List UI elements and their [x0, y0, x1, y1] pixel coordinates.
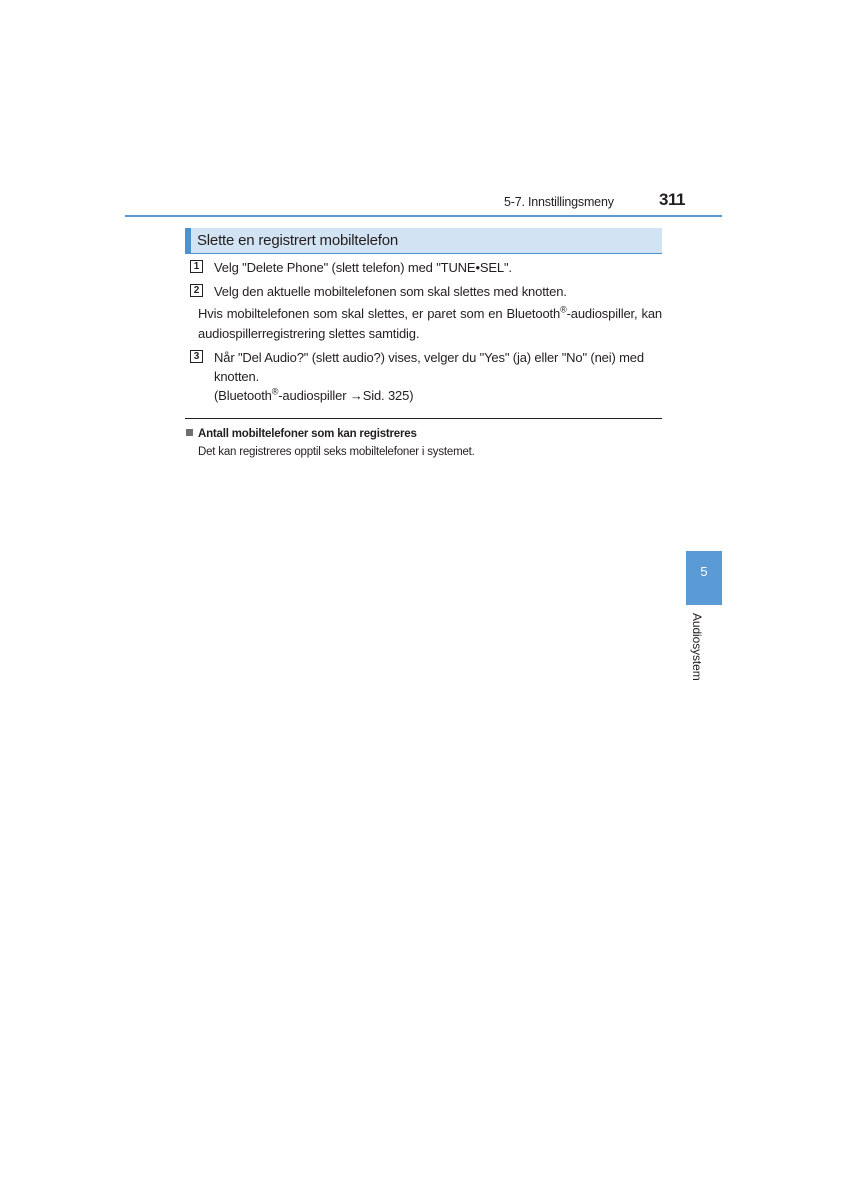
chapter-label: Audiosystem [690, 613, 704, 681]
ref-text-before: (Bluetooth [214, 388, 272, 403]
step-3-reference [214, 386, 662, 405]
section-heading-bar [185, 228, 662, 254]
info-heading [186, 428, 417, 440]
step-number-1: 1 [190, 260, 203, 273]
chapter-tab[interactable] [686, 551, 722, 605]
info-body: Det kan registreres opptil seks mobiltelefoner i systemet. [198, 446, 475, 458]
ref-link[interactable]: -audiospiller →Sid. 325) [278, 388, 414, 403]
chapter-number: 5 [700, 564, 708, 579]
section-title: Slette en registrert mobiltelefon [197, 232, 399, 249]
note-text-before: Hvis mobiltelefonen som skal slettes, er paret som en Bluetooth [198, 306, 561, 321]
step-number-3: 3 [190, 350, 203, 363]
step-text-3 [214, 348, 662, 405]
section-accent-bar [185, 228, 191, 253]
step-3-main: Når "Del Audio?" (slett audio?) vises, velger du "Yes" (ja) eller "No" (nei) med knotten. [214, 350, 644, 384]
step-text-2: Velg den aktuelle mobiltelefonen som skal slettes med knotten. [214, 284, 567, 299]
square-bullet-icon [186, 429, 193, 436]
note-text-after: -audiospiller, kan audiospillerregistrering slettes samtidig. [198, 306, 662, 341]
step-number-2: 2 [190, 284, 203, 297]
step-2-note [198, 304, 662, 344]
page-number: 311 [659, 190, 685, 209]
running-header-section: 5-7. Innstillingsmeny [504, 195, 614, 209]
step-text-1: Velg "Delete Phone" (slett telefon) med "TUNE•SEL". [214, 260, 512, 275]
registered-mark: ® [560, 304, 567, 315]
section-divider [185, 418, 662, 419]
info-heading-text: Antall mobiltelefoner som kan registreres [198, 428, 417, 440]
header-rule [125, 215, 722, 217]
registered-mark: ® [271, 386, 279, 397]
